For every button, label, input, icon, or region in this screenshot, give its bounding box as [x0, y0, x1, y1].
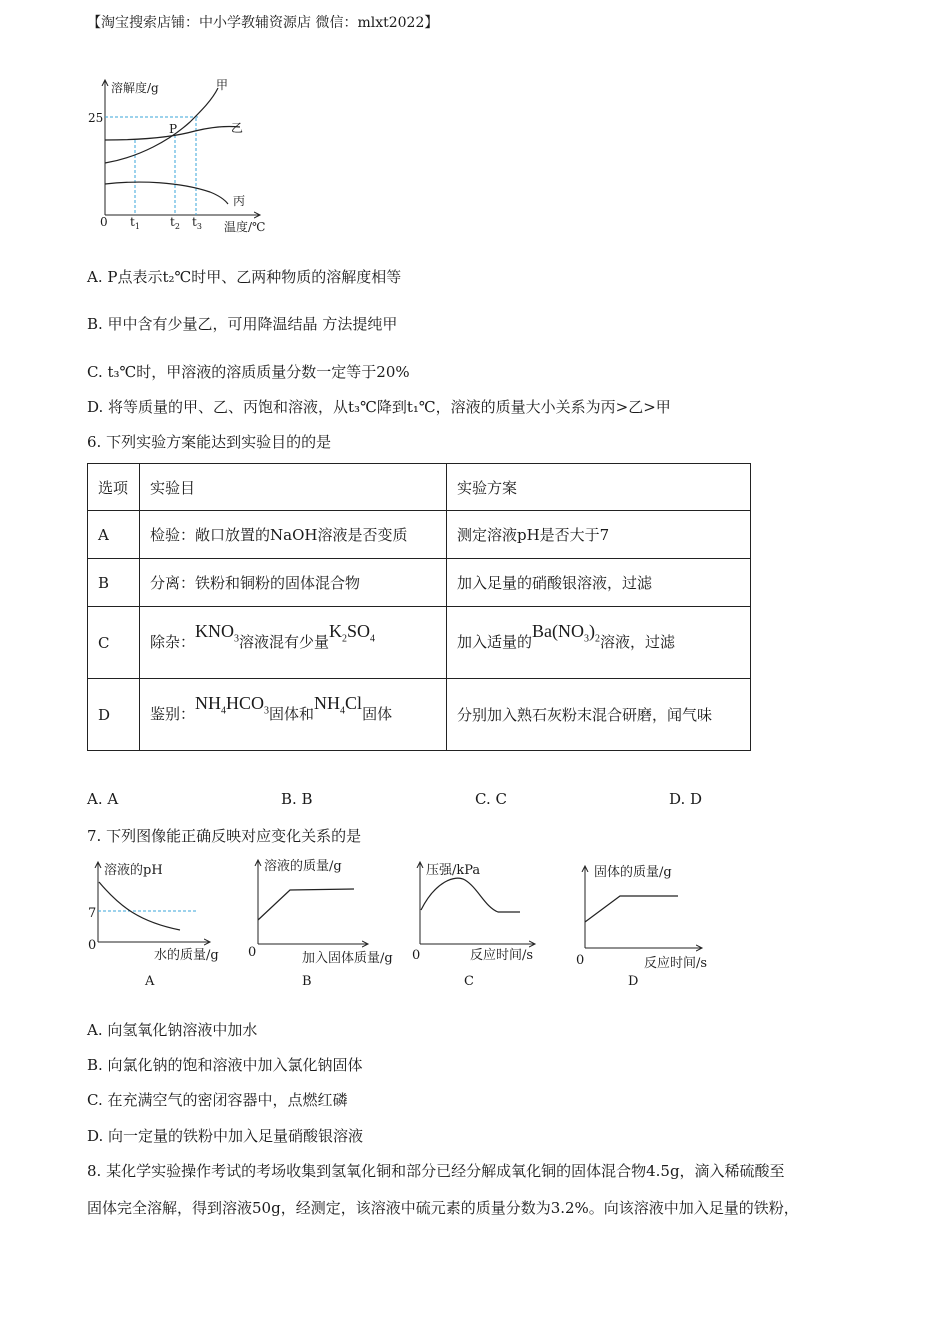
formula-kno3: $KNO_3$	[195, 620, 240, 645]
q7-option-c: C. 在充满空气的密闭容器中，点燃红磷	[87, 1091, 348, 1109]
graph-b-letter: B	[302, 974, 312, 989]
graph-a	[88, 862, 219, 989]
graph-d-letter: D	[628, 974, 639, 989]
row-b-option: B	[88, 559, 140, 607]
graph-d-xlabel: 反应时间/s	[644, 956, 708, 971]
page-header: 【淘宝搜索店铺：中小学教辅资源店 微信：mlxt2022】	[87, 15, 439, 31]
q6-answer-b: B. B	[281, 790, 313, 808]
q7-option-b: B. 向氯化钠的饱和溶液中加入氯化钠固体	[87, 1056, 363, 1074]
formula-k2so4: $K_2SO_4$	[329, 620, 376, 645]
q7-option-a: A. 向氢氧化钠溶液中加水	[87, 1021, 258, 1039]
q5-option-b: B. 甲中含有少量乙，可用降温结晶 方法提纯甲	[87, 315, 398, 333]
header-plan: 实验方案	[447, 464, 751, 511]
graph-d-origin: 0	[576, 953, 585, 968]
graph-c	[412, 862, 535, 989]
row-a-purpose: 检验：敞口放置的NaOH溶液是否变质	[140, 511, 447, 559]
point-p-label: P	[169, 122, 178, 136]
solubility-ylabel: 溶解度/g	[111, 81, 159, 95]
curve-jia	[105, 88, 218, 163]
q6-answer-d: D. D	[669, 790, 703, 808]
solubility-ytick-25: 25	[88, 111, 104, 125]
graph-c-origin: 0	[412, 948, 421, 963]
row-d-plan: 分别加入熟石灰粉末混合研磨，闻气味	[447, 679, 751, 751]
table-row	[88, 679, 751, 751]
q5-option-a: A. P点表示t₂℃时甲、乙两种物质的溶解度相等	[87, 268, 402, 286]
curve-label-bing: 丙	[233, 194, 246, 208]
q6-answer-c: C. C	[475, 790, 507, 808]
row-b-purpose: 分离：铁粉和铜粉的固体混合物	[140, 559, 447, 607]
q7-graphs	[80, 852, 740, 992]
q5-option-d: D. 将等质量的甲、乙、丙饱和溶液，从t₃℃降到t₁℃，溶液的质量大小关系为丙>乙>甲	[87, 398, 671, 416]
row-d-option: D	[88, 679, 140, 751]
graph-c-ylabel: 压强/kPa	[426, 863, 481, 878]
header-option: 选项	[88, 464, 140, 511]
row-d-purpose: 鉴别：$NH_4HCO_3$固体和$NH_4Cl$固体	[140, 679, 447, 751]
graph-c-letter: C	[464, 974, 474, 989]
solubility-graph	[80, 70, 280, 240]
table-row	[88, 559, 751, 607]
row-c-plan: 加入适量的$Ba(NO_3)_2$溶液，过滤	[447, 607, 751, 679]
row-c-option: C	[88, 607, 140, 679]
xtick-t3: $t_3$	[192, 215, 202, 231]
graph-b-xlabel: 加入固体质量/g	[302, 951, 393, 966]
q8-line-2: 固体完全溶解，得到溶液50g，经测定，该溶液中硫元素的质量分数为3.2%。向该溶液中加入足量的铁粉，	[87, 1199, 799, 1217]
row-b-plan: 加入足量的硝酸银溶液，过滤	[447, 559, 751, 607]
graph-a-ytick-7: 7	[88, 906, 97, 921]
solubility-xlabel: 温度/℃	[224, 220, 266, 234]
table-header-row	[88, 464, 751, 511]
graph-d-ylabel: 固体的质量/g	[594, 865, 672, 880]
q5-option-c: C. t₃℃时，甲溶液的溶质质量分数一定等于20%	[87, 363, 410, 381]
graph-b-ylabel: 溶液的质量/g	[264, 859, 342, 874]
q7-option-d: D. 向一定量的铁粉中加入足量硝酸银溶液	[87, 1127, 364, 1145]
q6-stem: 6. 下列实验方案能达到实验目的的是	[87, 433, 332, 451]
curve-bing	[105, 182, 228, 204]
graph-c-xlabel: 反应时间/s	[470, 948, 534, 963]
graph-b	[248, 858, 393, 989]
xtick-t2: $t_2$	[170, 215, 180, 231]
solubility-origin: 0	[100, 215, 108, 229]
table-row	[88, 607, 751, 679]
graph-a-xlabel: 水的质量/g	[154, 948, 219, 963]
graph-a-origin: 0	[88, 938, 97, 953]
row-a-plan: 测定溶液pH是否大于7	[447, 511, 751, 559]
graph-d	[576, 864, 707, 989]
row-c-purpose: 除杂：$KNO_3$溶液混有少量$K_2SO_4$	[140, 607, 447, 679]
graph-a-ylabel: 溶液的pH	[104, 863, 163, 878]
curve-label-yi: 乙	[231, 121, 244, 135]
formula-nh4cl: $NH_4Cl$	[314, 692, 363, 717]
q7-stem: 7. 下列图像能正确反映对应变化关系的是	[87, 827, 362, 845]
graph-b-origin: 0	[248, 945, 257, 960]
q6-answer-a: A. A	[87, 790, 119, 808]
formula-ba-no3-2: $Ba(NO_3)_2$	[532, 620, 601, 645]
q8-line-1: 8. 某化学实验操作考试的考场收集到氢氧化铜和部分已经分解成氧化铜的固体混合物4.5g，滴入稀硫酸至	[87, 1162, 785, 1180]
graph-a-letter: A	[145, 974, 155, 989]
experiment-table	[87, 463, 751, 751]
xtick-t1: $t_1$	[130, 215, 140, 231]
row-a-option: A	[88, 511, 140, 559]
table-row	[88, 511, 751, 559]
header-purpose: 实验目	[140, 464, 447, 511]
formula-nh4hco3: $NH_4HCO_3$	[195, 692, 270, 717]
curve-label-jia: 甲	[216, 78, 229, 92]
